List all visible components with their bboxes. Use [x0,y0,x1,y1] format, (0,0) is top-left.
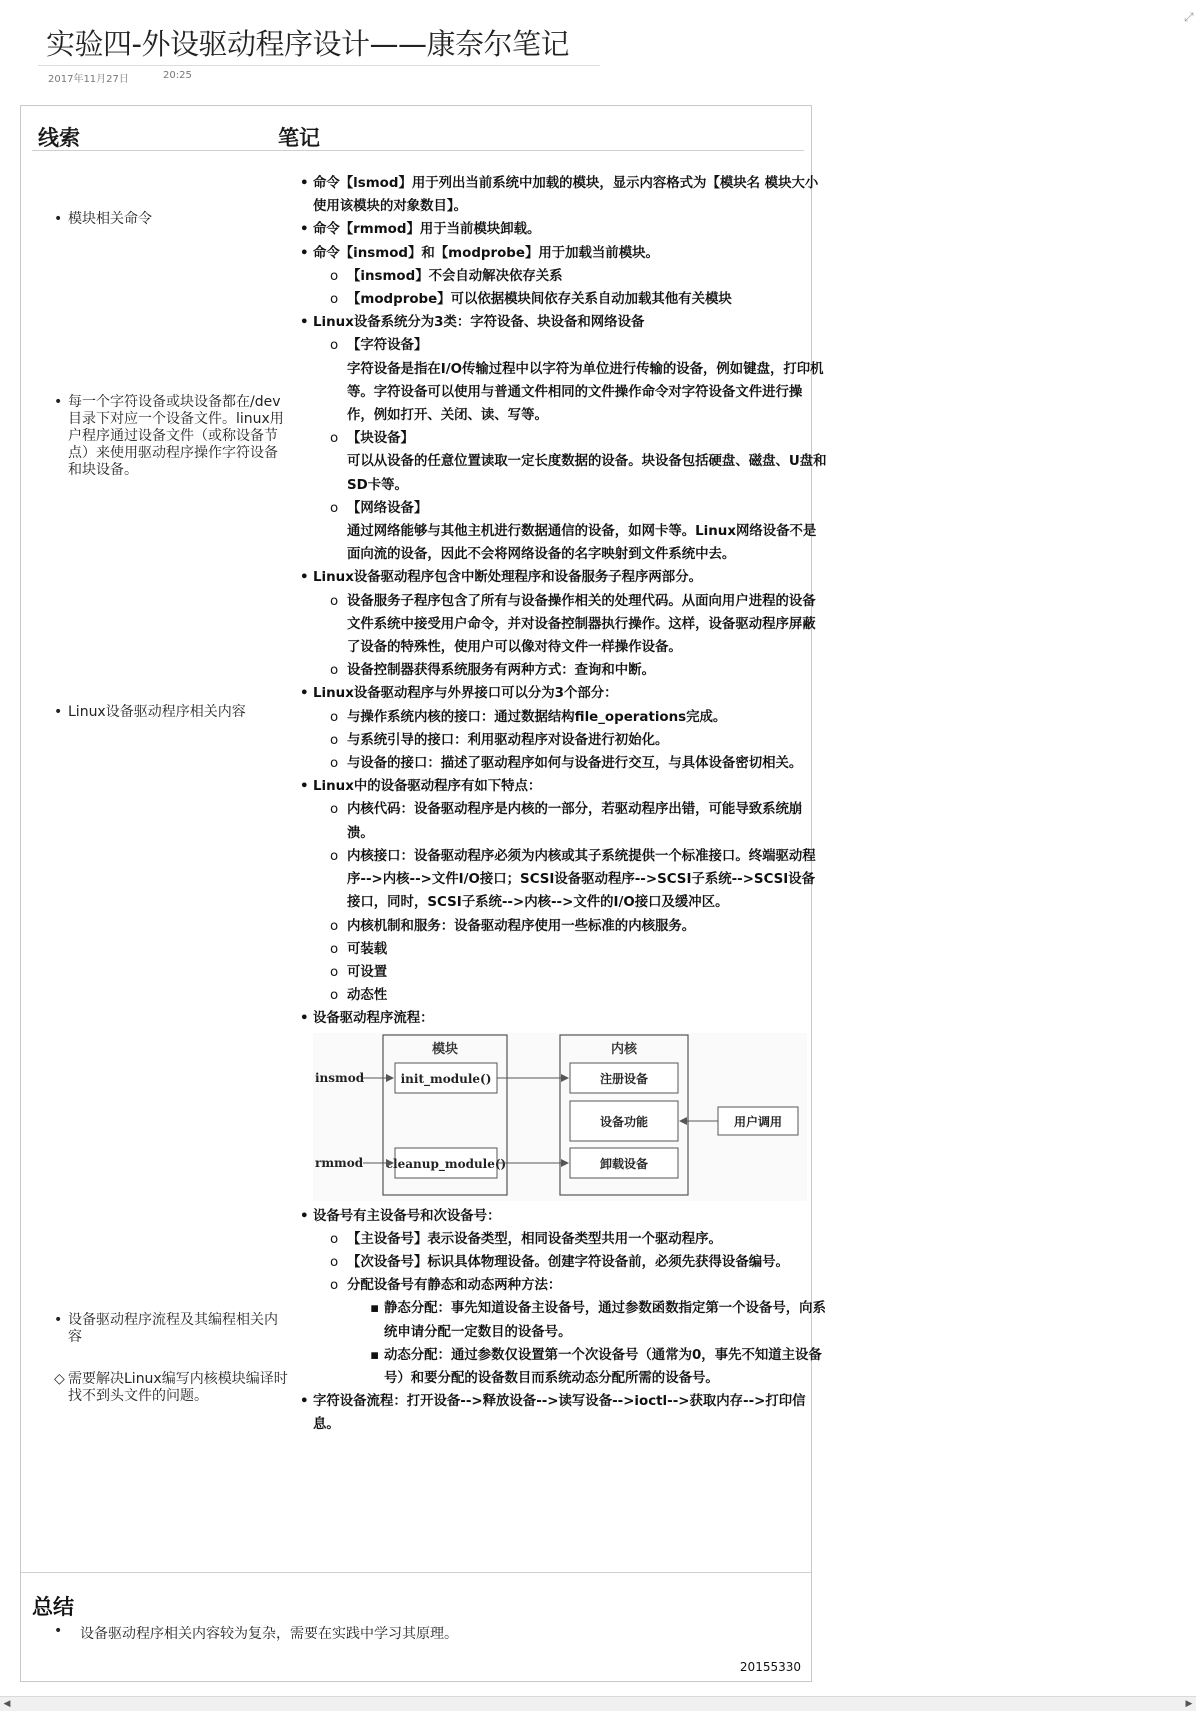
note-subitem: o 与操作系统内核的接口：通过数据结构file_operations完成。 [330,709,727,725]
note-subitem: o 内核机制和服务：设备驱动程序使用一些标准的内核服务。 [330,918,696,934]
note-subitem: o 设备服务子程序包含了所有与设备操作相关的处理代码。从面向用户进程的设备文件系统中接受用户命令，并对设备控制器执行操作。这样，设备驱动程序屏蔽了设备的特殊性，使用户可以像对待文件一样操作设备。 [330,593,816,656]
note-item: • 设备驱动程序流程： [300,1011,434,1027]
kernel-label: 内核 [610,1041,638,1057]
note-item: • 命令【insmod】和【modprobe】用于加载当前模块。 [300,245,659,261]
note-subitem: o 可设置 [330,964,388,980]
insmod-label: insmod [315,1070,365,1085]
driver-flow-diagram [299,1033,827,1201]
note-item: • Linux中的设备驱动程序有如下特点： [300,779,542,795]
note-subitem: o 【modprobe】可以依据模块间依存关系自动加载其他有关模块 [330,292,732,308]
summary-heading: 总结 [32,1595,74,1619]
page-time: 20:25 [163,70,192,81]
rmmod-label: rmmod [315,1155,364,1170]
horizontal-scrollbar[interactable] [0,1696,1196,1711]
notes-column [299,172,827,1437]
scroll-left-arrow-icon[interactable]: ◀ [3,1699,11,1709]
init-module-text: init_module() [400,1071,492,1086]
note-paragraph: 可以从设备的任意位置读取一定长度数据的设备。块设备包括硬盘、磁盘、U盘和SD卡等。 [347,454,827,493]
note-subitem: o 可装载 [330,941,388,957]
note-subitem: o 【块设备】 [330,431,414,447]
cleanup-module-text: cleanup_module() [385,1156,507,1171]
note-item: • Linux设备驱动程序与外界接口可以分为3个部分： [300,686,618,702]
cues-heading-rule [32,150,289,151]
note-subitem: o 【网络设备】 [330,500,428,516]
note-subitem: o 与设备的接口：描述了驱动程序如何与设备进行交互，与具体设备密切相关。 [330,756,803,772]
summary-item: • 设备驱动程序相关内容较为复杂，需要在实践中学习其原理。 [54,1623,458,1642]
scroll-right-arrow-icon[interactable]: ▶ [1185,1699,1193,1709]
cue-item: • 设备驱动程序流程及其编程相关内容 [54,1312,278,1345]
notes-heading: 笔记 [278,126,320,150]
note-subitem: o 设备控制器获得系统服务有两种方式：查询和中断。 [330,663,655,679]
note-subitem: o 分配设备号有静态和动态两种方法： [330,1278,562,1294]
student-id: 20155330 [739,1660,801,1674]
title-divider [38,65,600,66]
note-item: • 命令【lsmod】用于列出当前系统中加载的模块，显示内容格式为【模块名 模块大小 使用该模块的对象数目】。 [300,176,819,215]
note-subitem: o 【次设备号】标识具体物理设备。创建字符设备前，必须先获得设备编号。 [330,1254,789,1270]
note-subitem: o 【insmod】不会自动解决依存关系 [330,268,563,284]
expand-icon[interactable]: ⤢ [1184,10,1194,24]
user-call-text: 用户调用 [733,1114,783,1129]
page-title: 实验四-外设驱动程序设计——康奈尔笔记 [46,27,569,61]
note-subsubitem: ▪ 静态分配：事先知道设备主设备号，通过参数函数指定第一个设备号，向系统申请分配一定数目的设备号。 [370,1301,826,1340]
module-label: 模块 [431,1041,459,1057]
summary-divider [21,1572,811,1573]
cue-item: • 模块相关命令 [54,211,152,227]
note-subitem: o 【字符设备】 [330,338,428,354]
note-subsubitem: ▪ 动态分配：通过参数仅设置第一个次设备号（通常为0，事先不知道主设备号）和要分配的设备数目而系统动态分配所需的设备号。 [370,1347,822,1386]
note-subitem: o 【主设备号】表示设备类型，相同设备类型共用一个驱动程序。 [330,1231,722,1247]
cue-item: • 每一个字符设备或块设备都在/dev目录下对应一个设备文件。linux用户程序通过设备文件（或称设备节点）来使用驱动程序操作字符设备和块设备。 [54,394,284,478]
cues-heading: 线索 [38,126,80,150]
cue-item-todo: ◇ 需要解决Linux编写内核模块编译时找不到头文件的问题。 [54,1371,288,1404]
note-item: • 命令【rmmod】用于当前模块卸载。 [300,222,541,238]
cornell-notes-card [20,105,827,1682]
note-item: • 设备号有主设备号和次设备号： [300,1208,501,1224]
note-subitem: o 内核代码：设备驱动程序是内核的一部分，若驱动程序出错，可能导致系统崩溃。 [330,802,803,841]
page-date: 2017年11月27日 [48,74,129,85]
function-text: 设备功能 [599,1114,649,1129]
cue-item: • Linux设备驱动程序相关内容 [54,704,246,720]
notes-heading-rule [278,150,804,151]
note-item: • Linux设备驱动程序包含中断处理程序和设备服务子程序两部分。 [300,570,702,586]
note-item: • 字符设备流程：打开设备-->释放设备-->读写设备-->ioctl-->获取内存-->打印信息。 [300,1394,806,1433]
note-subitem: o 动态性 [330,988,388,1004]
driver-flow-figure [313,1033,807,1201]
driver-flow-svg [313,1033,807,1201]
note-item: • Linux设备系统分为3类：字符设备、块设备和网络设备 [300,315,645,331]
note-paragraph: 字符设备是指在I/O传输过程中以字符为单位进行传输的设备，例如键盘，打印机等。字符设备可以使用与普通文件相同的文件操作命令对字符设备文件进行操作，例如打开、关闭、读、写等。 [347,361,824,424]
unregister-text: 卸载设备 [599,1156,649,1171]
note-subitem: o 与系统引导的接口：利用驱动程序对设备进行初始化。 [330,732,669,748]
register-text: 注册设备 [599,1071,649,1086]
note-paragraph: 通过网络能够与其他主机进行数据通信的设备，如网卡等。Linux网络设备不是面向流的设备，因此不会将网络设备的名字映射到文件系统中去。 [347,524,817,563]
note-subitem: o 内核接口：设备驱动程序必须为内核或其子系统提供一个标准接口。终端驱动程序-->内核-->文件I/O接口；SCSI设备驱动程序-->SCSI子系统-->SCSI设备接口，同时，SCSI子系统-->内核-->文件的I/O接口及缓冲区。 [330,848,816,911]
